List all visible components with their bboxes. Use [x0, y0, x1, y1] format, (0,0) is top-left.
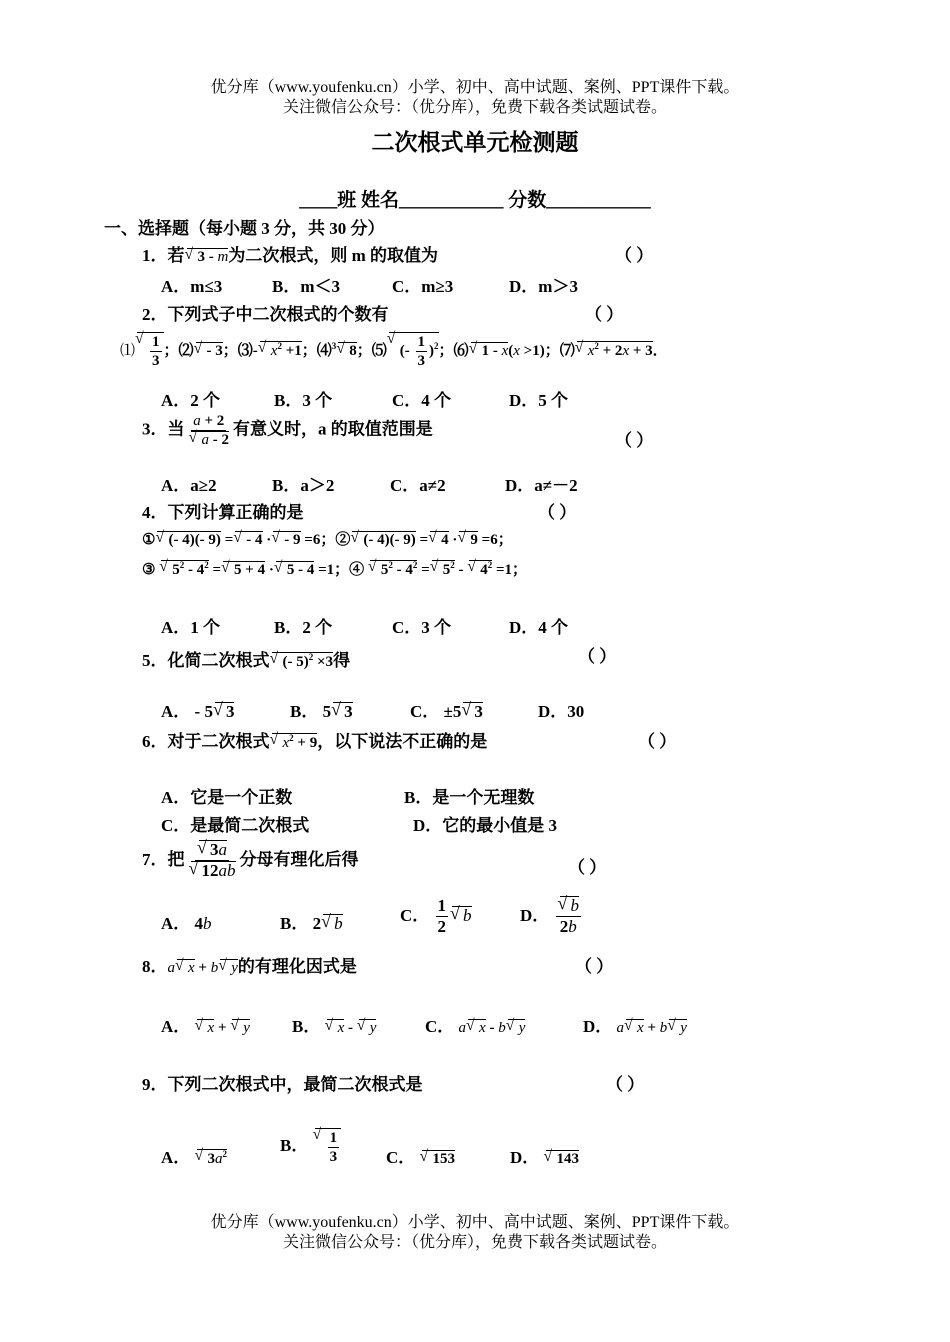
- question-1: [142, 241, 438, 266]
- q9-answer-paren: （ ）: [606, 1075, 645, 1094]
- question-3: 3．当 a + 2 √ a - 2 有意义时，a 的取值范围是: [142, 412, 433, 449]
- q2-answer-paren: （ ）: [585, 305, 624, 324]
- question-4: 4．下列计算正确的是: [142, 503, 304, 522]
- q9-option-d: D． √ 143: [510, 1143, 579, 1168]
- q1-option-c: C．m≥3: [392, 277, 454, 296]
- q3-answer-paren: （ ）: [615, 431, 654, 450]
- q9-option-a: A． √ $3a^2$: [161, 1143, 227, 1168]
- q4-option-d: D．4 个: [509, 618, 569, 637]
- q2-option-a: A．2 个: [161, 391, 221, 410]
- q6-option-b: B．是一个无理数: [404, 788, 535, 807]
- q1-answer-paren: （ ）: [615, 246, 654, 265]
- q1-post: 为二次根式，则 m 的取值为: [228, 246, 439, 265]
- q8-pre: 8．: [142, 957, 168, 976]
- question-7: 7．把 √ 3a √ 12ab 分母有理化后得: [142, 840, 359, 882]
- page-title: 二次根式单元检测题: [371, 130, 579, 155]
- q7-option-a: A． 4b: [161, 914, 212, 933]
- q4-option-a: A．1 个: [161, 618, 221, 637]
- q8-option-d: D． a√ x + b√ y: [583, 1012, 687, 1037]
- q4-statements-3-4: ③ √ $5^2 - 4^2$ =√ 5 + 4 ·√ 5 - 4 =1；④ √ $5^2 - 4^2$ =√ $5^2$ - √ $4^2 =1$；: [142, 558, 527, 579]
- q1-option-b: B．m＜3: [272, 277, 340, 296]
- q2-option-d: D．5 个: [509, 391, 569, 410]
- q2-option-b: B．3 个: [274, 391, 333, 410]
- footer-line-1: 优分库（www.youfenku.cn）小学、初中、高中试题、案例、PPT课件下载。: [210, 1214, 740, 1231]
- q5-answer-paren: （ ）: [578, 647, 617, 666]
- q8-option-c: C． a√ x - b√ y: [425, 1012, 525, 1037]
- q2-expressions: ⑴ √ $\frac{1}{3}$ ；⑵√ - 3；⑶-√ $x^2 +1$；⑷$^3$√ 8；⑸√ (- $\frac{1}{3}$ )$^2$；⑹√ 1 - x(x >1)；⑺√ $x^2 + 2x + 3$．: [120, 332, 668, 370]
- q5-post: 得: [333, 651, 351, 670]
- q3-option-c: C．a≠2: [390, 476, 446, 495]
- q6-option-c: C．是最简二次根式: [161, 816, 310, 835]
- q3-option-b: B．a＞2: [272, 476, 335, 495]
- q1-radical: √ 3 - m: [187, 248, 229, 266]
- section-heading: 一、选择题（每小题 3 分，共 30 分）: [104, 219, 385, 238]
- q7-option-b: B． 2√ b: [280, 909, 343, 934]
- question-2: 2．下列式子中二次根式的个数有: [142, 305, 389, 324]
- q3-post: 有意义时，a 的取值范围是: [233, 419, 433, 439]
- q4-statements-1-2: ①√ (- 4)(- 9) =√ - 4 ·√ - 9 =6；②√ (- 4)(- 9) =√ 4 ·√ 9 =6；: [142, 528, 513, 549]
- q7-post: 分母有理化后得: [239, 849, 359, 869]
- q4-option-b: B．2 个: [274, 618, 333, 637]
- q5-pre: 5．化简二次根式: [142, 651, 270, 670]
- question-6: 6．对于二次根式√ $x^2 + 9$，以下说法不正确的是: [142, 727, 487, 752]
- q3-option-a: A．a≥2: [161, 476, 217, 495]
- question-9: 9．下列二次根式中，最简二次根式是: [142, 1075, 423, 1094]
- q5-option-a: A． - 5√ 3: [161, 697, 234, 722]
- q4-option-c: C．3 个: [392, 618, 452, 637]
- q6-pre: 6．对于二次根式: [142, 732, 270, 751]
- q3-option-d: D．a≠－2: [505, 476, 578, 495]
- q4-answer-paren: （ ）: [538, 503, 577, 522]
- q5-option-d: D．30: [538, 702, 585, 721]
- question-5: 5．化简二次根式√ (- 5)$^2$ ×3得: [142, 642, 350, 671]
- q6-answer-paren: （ ）: [638, 732, 677, 751]
- header-line-2: 关注微信公众号：（优分库），免费下载各类试题试卷。: [282, 99, 667, 116]
- q8-option-b: B． √ x - √ y: [292, 1012, 376, 1037]
- question-8: 8．a√ x + b√ y的有理化因式是: [142, 952, 357, 977]
- q5-option-c: C． ±5√ 3: [410, 697, 483, 722]
- q7-option-c: C． $\frac{1}{2}$ √ b: [400, 896, 472, 938]
- q6-option-d: D．它的最小值是 3: [413, 816, 558, 835]
- q9-option-c: C． √ 153: [386, 1143, 455, 1168]
- q2-option-c: C．4 个: [392, 391, 452, 410]
- q8-post: 的有理化因式是: [237, 957, 357, 976]
- q6-option-a: A．它是一个正数: [161, 788, 293, 807]
- q6-post: ，以下说法不正确的是: [317, 732, 488, 751]
- footer-line-2: 关注微信公众号：（优分库），免费下载各类试题试卷。: [282, 1234, 667, 1251]
- q5-option-b: B． 5√ 3: [290, 697, 353, 722]
- q1-option-d: D．m＞3: [509, 277, 578, 296]
- q1-pre: 1．若: [142, 246, 185, 265]
- q1-option-a: A．m≤3: [161, 277, 223, 296]
- info-line: ____班 姓名___________ 分数___________: [299, 190, 651, 211]
- q8-option-a: A． √ x + √ y: [161, 1012, 250, 1037]
- q7-pre: 7．把: [142, 849, 185, 869]
- q7-option-d: D． √ $\frac{b}{2b}$: [520, 896, 583, 938]
- q9-option-b: B． √ $\frac{1}{3}$: [280, 1128, 341, 1166]
- q3-pre: 3．当: [142, 419, 185, 439]
- q7-answer-paren: （ ）: [568, 858, 607, 877]
- q8-answer-paren: （ ）: [575, 957, 614, 976]
- header-line-1: 优分库（www.youfenku.cn）小学、初中、高中试题、案例、PPT课件下载。: [210, 79, 740, 96]
